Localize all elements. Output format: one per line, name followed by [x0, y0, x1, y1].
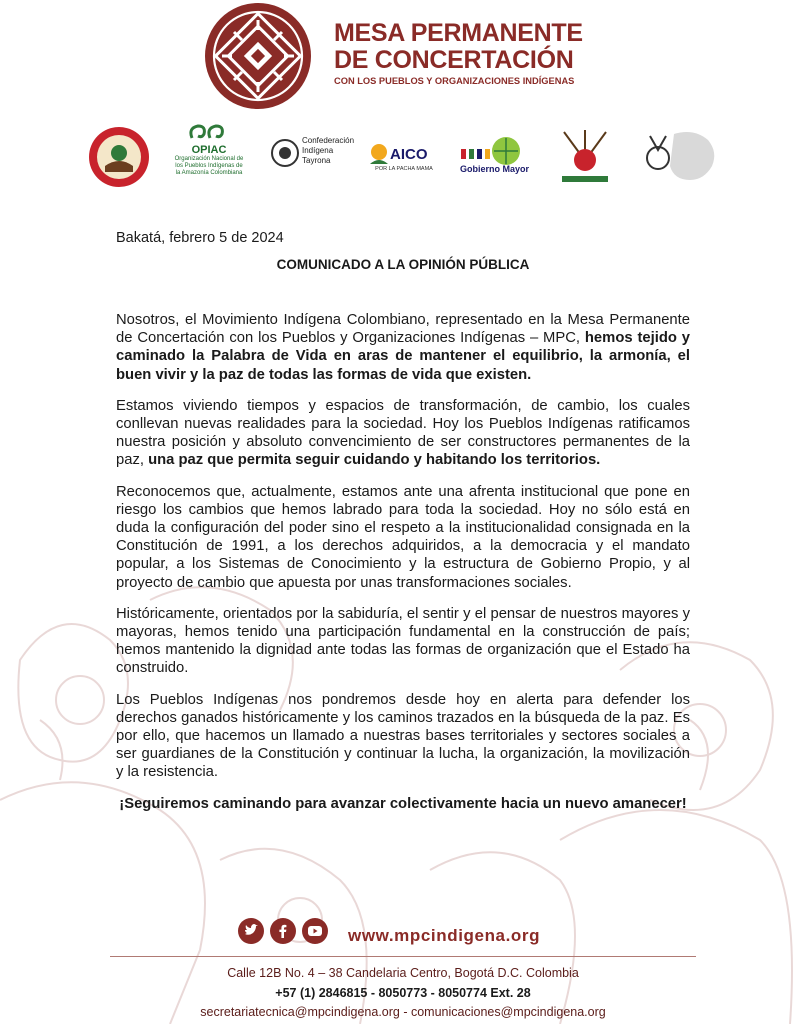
aico-caption: POR LA PACHA MAMA	[375, 166, 433, 172]
paragraph-4: Históricamente, orientados por la sabiduría, el sentir y el pensar de nuestros mayores y mayoras, hemos tenido una participación fundamental en la construcción de país; hemos mantenido la dignidad ante todas las formas de organización que el Estado ha construido.	[116, 605, 690, 677]
paragraph-2-bold: una paz que permita seguir cuidando y habitando los territorios.	[148, 452, 601, 469]
letter-heading: COMUNICADO A LA OPINIÓN PÚBLICA	[276, 257, 530, 272]
cit-line-1: Confederación	[302, 136, 355, 145]
cric-logo	[554, 128, 616, 186]
gobierno-mayor-globe-icon	[488, 136, 524, 166]
paragraph-1-bold: hemos tejido y caminado la Palabra de Vida en aras de mantener el equilibrio, la armonía, el buen vivir y la paz de todas las formas de vida que existen.	[116, 330, 690, 383]
opiac-logo	[174, 122, 244, 192]
cit-line-3: Tayrona	[302, 156, 331, 165]
paragraph-1-text: Nosotros, el Movimiento Indígena Colombiano, representado en la Mesa Permanente de Concertación con los Pueblos y Organizaciones Indígenas – MPC,	[116, 312, 690, 347]
opiac-label: OPIAC	[191, 144, 227, 156]
aico-logo	[368, 122, 440, 192]
mpc-emblem-logo	[204, 2, 312, 110]
paragraph-3: Reconocemos que, actualmente, estamos ante una afrenta institucional que pone en riesgo los cambios que hemos labrado para toda la sociedad. Hoy no sólo está en duda la configuración del poder sino el respeto a la institucionalidad consignada en la Constitución de 1991, a los derechos adquiridos, a la democracia y el mandato popular, a los Sistemas de Conocimiento y la estructura de Gobierno Propio, y al proyecto de cambio que apuesta por unas transformaciones sociales.	[116, 483, 690, 591]
closing-statement: ¡Seguiremos caminando para avanzar colectivamente hacia un nuevo amanecer!	[119, 795, 687, 812]
opiac-spiral-icon	[186, 122, 232, 144]
org-subtitle: CON LOS PUEBLOS Y ORGANIZACIONES INDÍGENAS	[334, 76, 575, 86]
member-logos-row	[84, 122, 734, 192]
onic-logo	[88, 126, 150, 188]
footer-address: Calle 12B No. 4 – 38 Candelaria Centro, Bogotá D.C. Colombia	[227, 966, 579, 980]
letterhead	[204, 2, 624, 110]
aico-label: AICO	[390, 146, 428, 163]
youtube-icon[interactable]	[302, 918, 328, 944]
gobierno-mayor-figures-icon	[460, 146, 492, 160]
facebook-icon[interactable]	[270, 918, 296, 944]
regional-map-logo	[644, 126, 724, 188]
cit-line-2: Indígena	[302, 146, 334, 155]
aico-sun-icon	[368, 142, 390, 166]
gobierno-mayor-logo	[458, 122, 530, 192]
cit-seal-icon	[270, 138, 300, 168]
org-title-line-2: DE CONCERTACIÓN	[334, 46, 574, 74]
paragraph-2-text: Estamos viviendo tiempos y espacios de transformación, de cambio, los cuales conllevan nuevas realidades para la sociedad. Hoy los Pueblos Indígenas ratificamos nuestra posición y absoluto convencimiento de ser constructores permanentes de la paz,	[116, 397, 690, 469]
gobierno-mayor-label: Gobierno Mayor	[460, 164, 530, 174]
letter-date: Bakatá, febrero 5 de 2024	[116, 230, 284, 246]
cit-logo	[270, 122, 355, 192]
twitter-icon[interactable]	[238, 918, 264, 944]
letter-body	[116, 311, 690, 826]
opiac-caption: Organización Nacional de los Pueblos Indígenas de la Amazonía Colombiana	[174, 156, 244, 176]
website-link[interactable]: www.mpcindigena.org	[348, 926, 541, 945]
paragraph-5: Los Pueblos Indígenas nos pondremos desde hoy en alerta para defender los derechos ganados históricamente y los caminos trazados en la búsqueda de la paz. Es por ello, que hacemos un llamado a nuestras bases territoriales y sectores sociales a ser guardianes de la Constitución y continuar la lucha, la organización, la movilización y la resistencia.	[116, 691, 690, 781]
paragraph-1	[116, 311, 690, 384]
paragraph-2	[116, 397, 690, 470]
footer-divider	[110, 956, 696, 957]
org-title-line-1: MESA PERMANENTE	[334, 19, 583, 47]
footer-phones: +57 (1) 2846815 - 8050773 - 8050774 Ext. 28	[275, 986, 531, 1000]
footer-emails[interactable]: secretariatecnica@mpcindigena.org - comunicaciones@mpcindigena.org	[200, 1005, 606, 1019]
